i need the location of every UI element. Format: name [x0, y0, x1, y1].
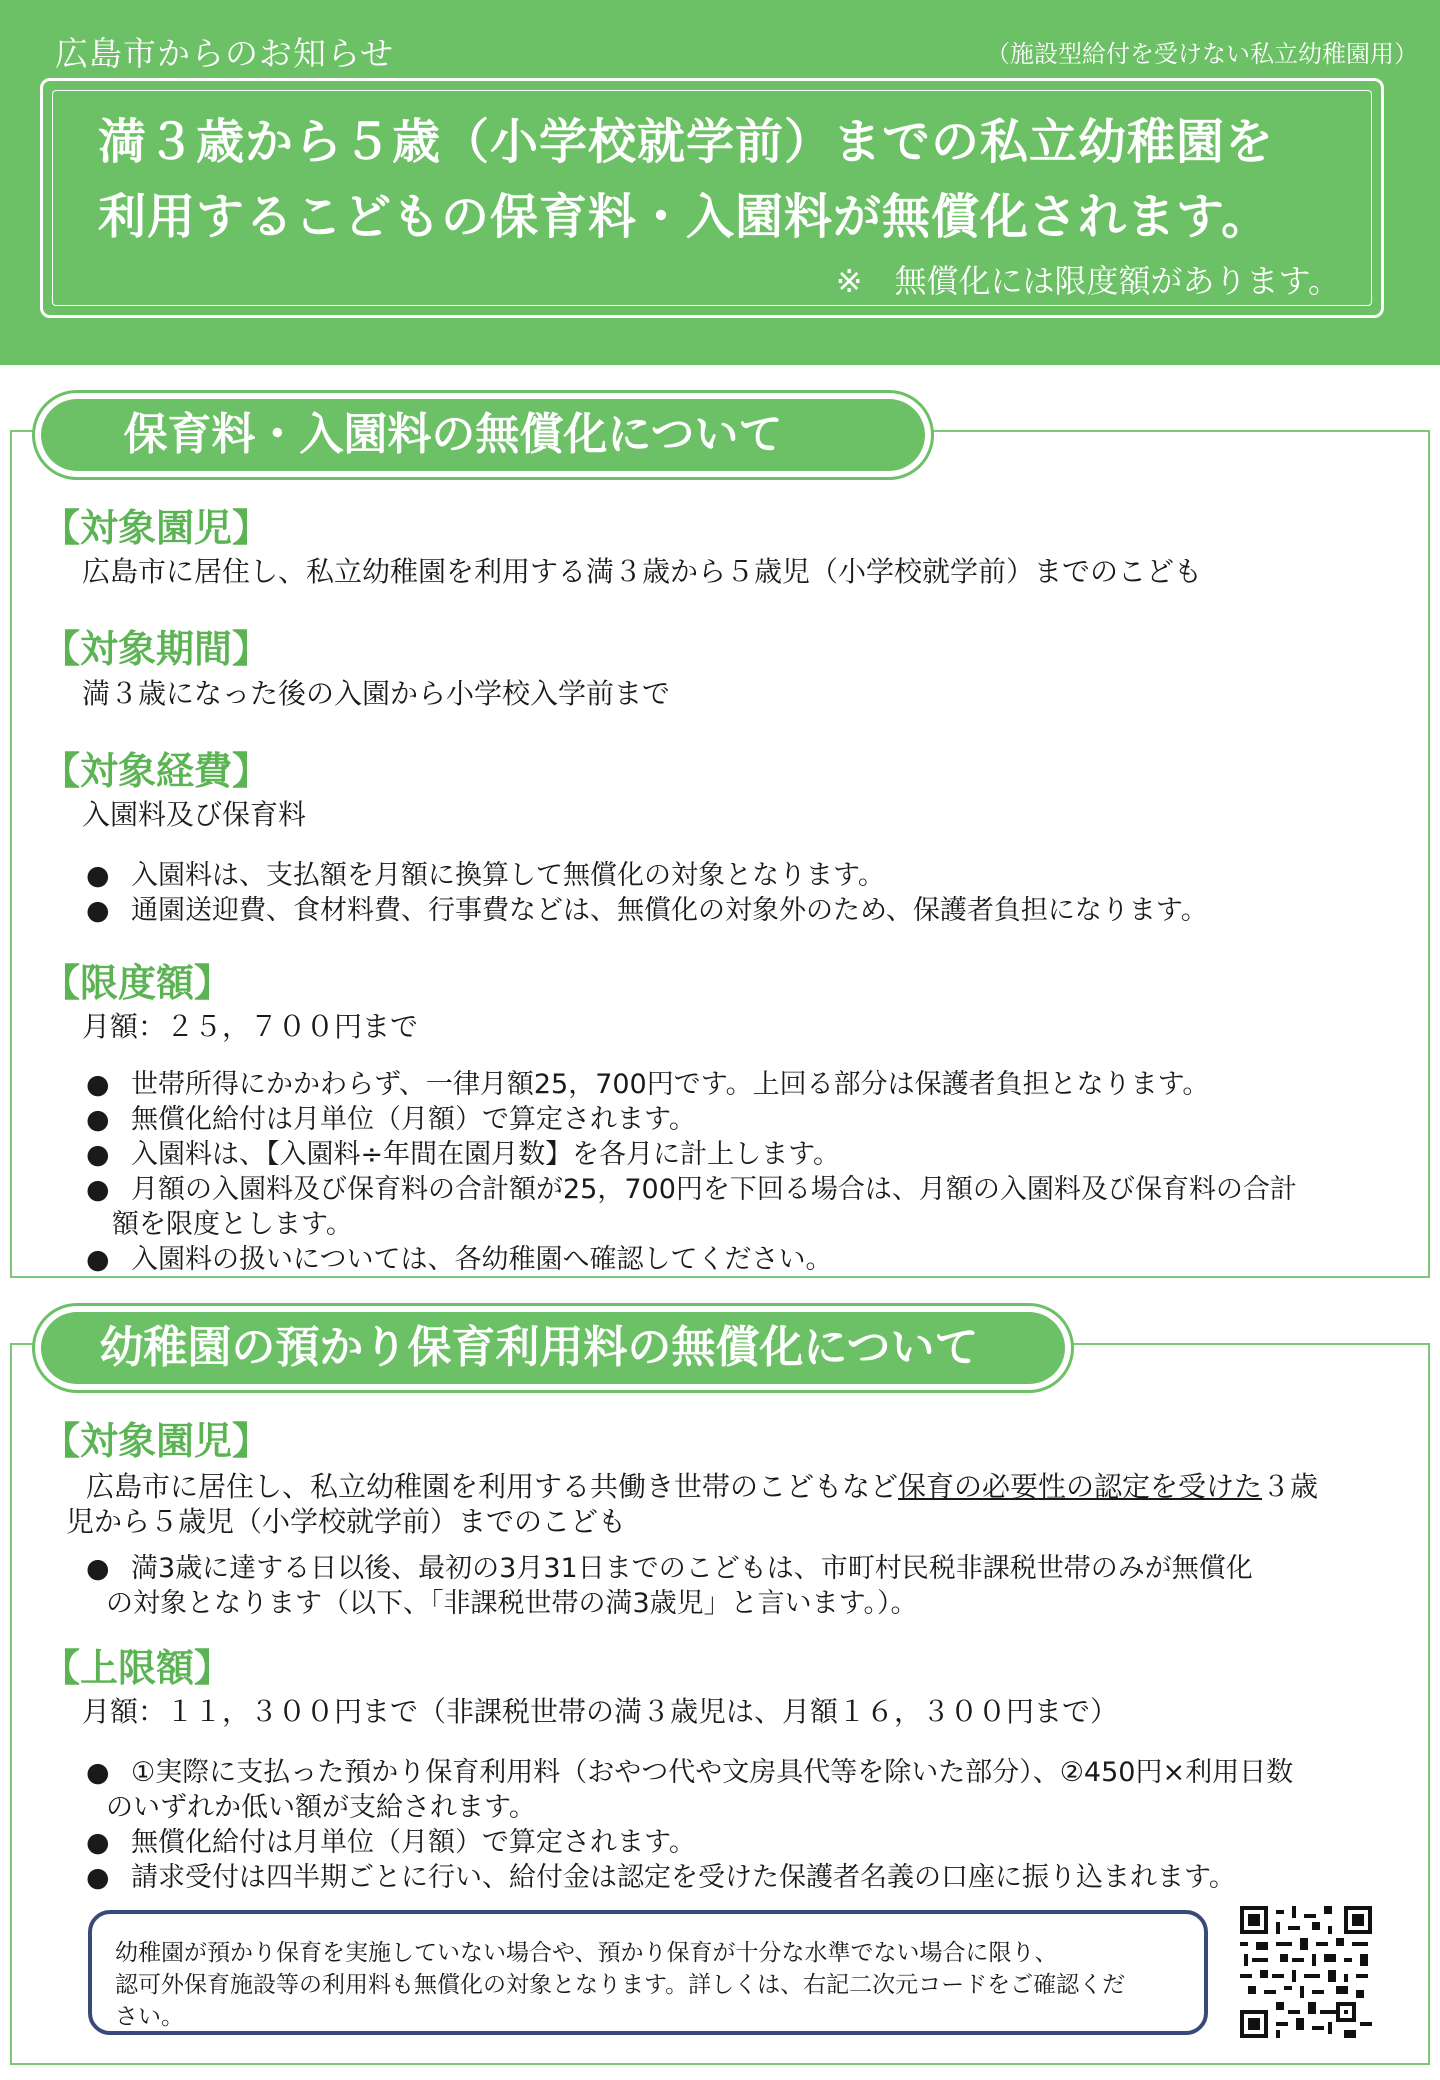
target-audience: （施設型給付を受けない私立幼稚園用） — [986, 40, 1418, 68]
list-item: ● 入園料の扱いについては、各幼稚園へ確認してください。 — [86, 1244, 833, 1275]
section1-limit-heading: 【限度額】 — [42, 961, 233, 1005]
section1-target-children-text: 広島市に居住し、私立幼稚園を利用する満３歳から５歳児（小学校就学前）までのこども — [82, 555, 1203, 588]
list-item: ● 満3歳に達する日以後、最初の3月31日までのこどもは、市町村民税非課税世帯のみが無償化 — [86, 1553, 1253, 1584]
section1-target-period-heading: 【対象期間】 — [42, 627, 271, 671]
list-item: ● 通園送迎費、食材料費、行事費などは、無償化の対象外のため、保護者負担になります。 — [86, 895, 1208, 926]
list-item: ● ①実際に支払った預かり保育利用料（おやつ代や文房具代等を除いた部分）、②450円×利用日数 — [86, 1757, 1294, 1788]
list-item: ● 入園料は、支払額を月額に換算して無償化の対象となります。 — [86, 860, 885, 891]
city-notice: 広島市からのお知らせ — [55, 34, 395, 73]
note-line-1: 幼稚園が預かり保育を実施していない場合や、預かり保育が十分な水準でない場合に限り、 — [115, 1940, 1058, 1966]
main-title-line-2: 利用するこどもの保育料・入園料が無償化されます。 — [98, 189, 1271, 245]
header-banner — [0, 0, 1440, 365]
list-item-continuation: のいずれか低い額が支給されます。 — [106, 1792, 536, 1823]
section2-target-children-text-2: 児から５歳児（小学校就学前）までのこども — [66, 1505, 627, 1538]
list-item-continuation: 額を限度とします。 — [112, 1209, 353, 1240]
qr-code-icon[interactable] — [1240, 1906, 1372, 2038]
list-item: ● 入園料は、【入園料÷年間在園月数】を各月に計上します。 — [86, 1139, 840, 1170]
list-item: ● 請求受付は四半期ごとに行い、給付金は認定を受けた保護者名義の口座に振り込まれます。 — [86, 1862, 1236, 1893]
list-item-continuation: の対象となります（以下、「非課税世帯の満3歳児」と言います。）。 — [106, 1588, 918, 1619]
note-line-2: 認可外保育施設等の利用料も無償化の対象となります。詳しくは、右記二次元コードをご確認くだ — [115, 1972, 1126, 1998]
section1-target-expenses-text: 入園料及び保育料 — [82, 798, 307, 831]
section1-limit-text: 月額：２５，７００円まで — [82, 1010, 419, 1043]
section1-target-children-heading: 【対象園児】 — [42, 506, 271, 550]
section1-title-pill — [32, 390, 934, 480]
section1-target-expenses-heading: 【対象経費】 — [42, 749, 271, 793]
section2-target-children-heading: 【対象園児】 — [42, 1419, 271, 1463]
section1-title: 保育料・入園料の無償化について — [123, 409, 783, 460]
title-note: ※ 無償化には限度額があります。 — [835, 262, 1340, 300]
main-title-line-1: 満３歳から５歳（小学校就学前）までの私立幼稚園を — [98, 114, 1275, 170]
section1-target-period-text: 満３歳になった後の入園から小学校入学前まで — [82, 677, 671, 710]
section2-target-children-text-1: 広島市に居住し、私立幼稚園を利用する共働き世帯のこどもなど保育の必要性の認定を受けた３歳 — [86, 1470, 1319, 1503]
note-line-3: さい。 — [115, 2004, 184, 2030]
section2-limit-heading: 【上限額】 — [42, 1646, 233, 1690]
list-item: ● 世帯所得にかかわらず、一律月額25，700円です。上回る部分は保護者負担となります。 — [86, 1069, 1210, 1100]
section2-limit-text: 月額：１１，３００円まで（非課税世帯の満３歳児は、月額１６，３００円まで） — [82, 1695, 1119, 1728]
list-item: ● 月額の入園料及び保育料の合計額が25，700円を下回る場合は、月額の入園料及び保育料の合計 — [86, 1174, 1297, 1205]
section2-title: 幼稚園の預かり保育利用料の無償化について — [99, 1322, 979, 1373]
list-item: ● 無償化給付は月単位（月額）で算定されます。 — [86, 1827, 696, 1858]
section2-title-pill — [32, 1303, 1074, 1393]
list-item: ● 無償化給付は月単位（月額）で算定されます。 — [86, 1104, 696, 1135]
